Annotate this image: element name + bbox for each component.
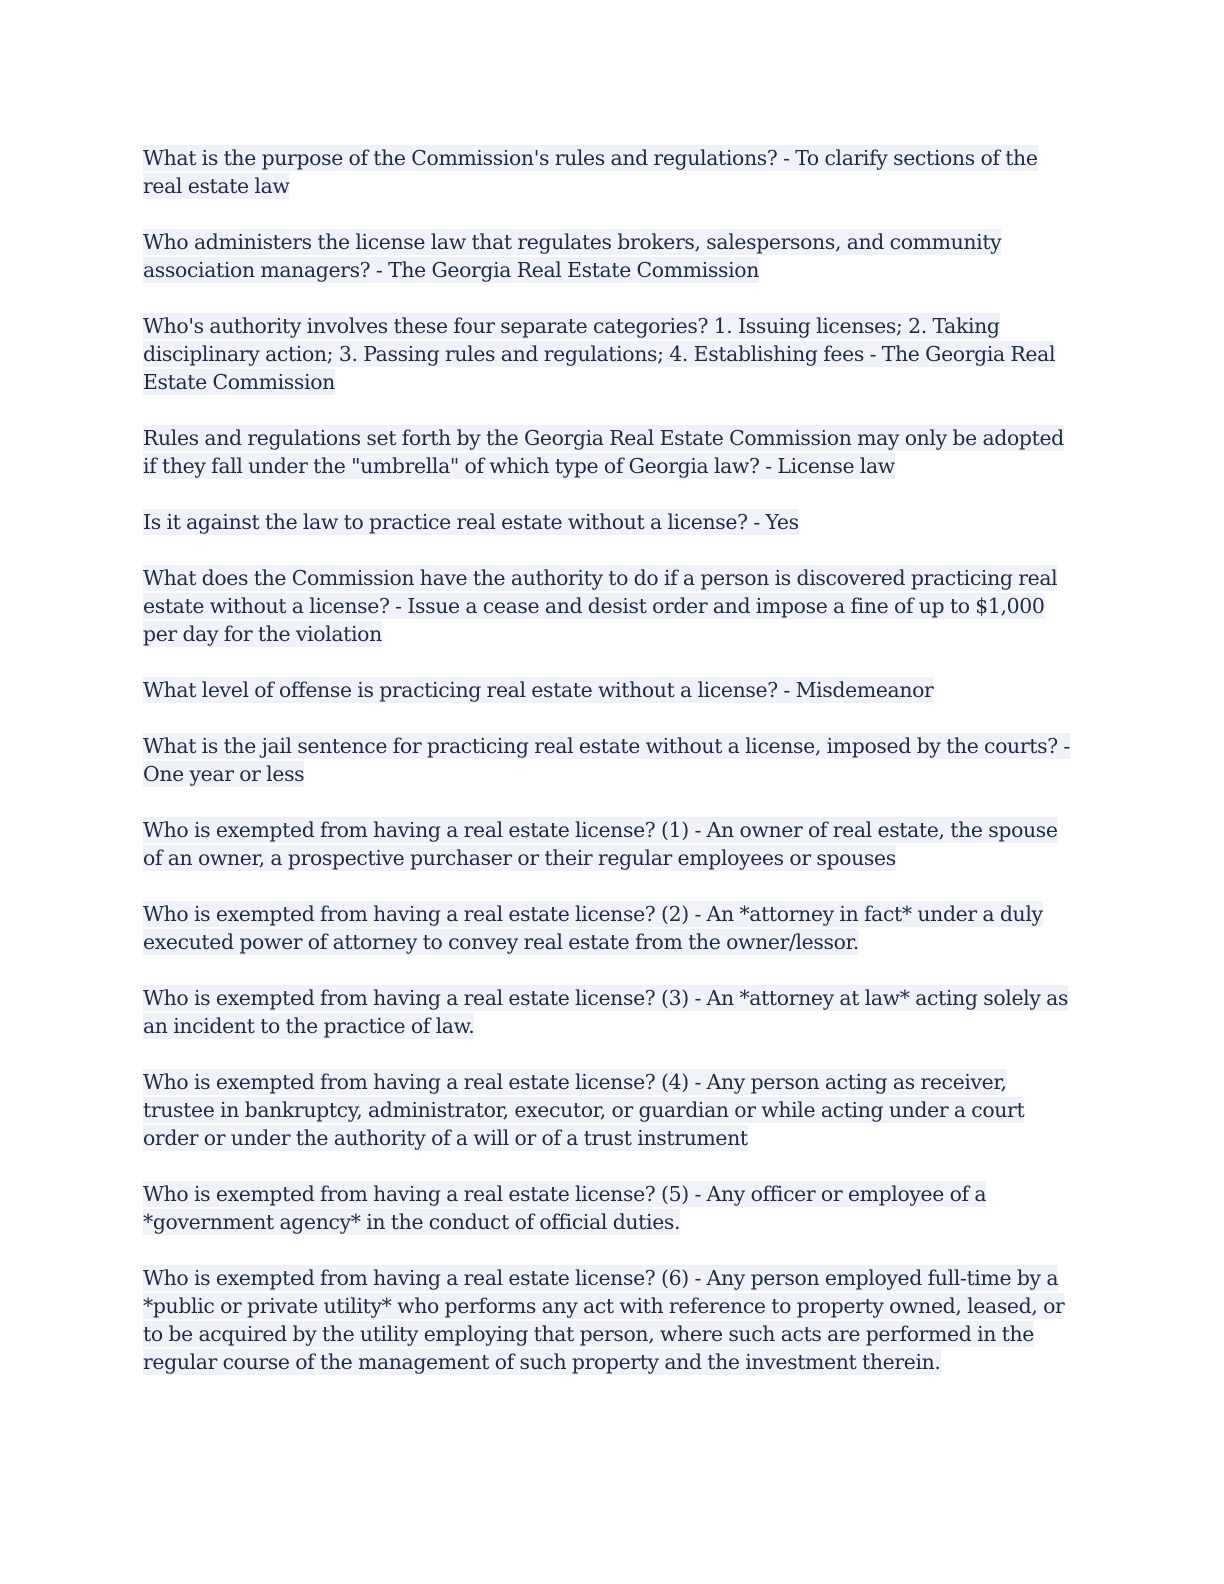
qa-text: Who's authority involves these four separate categories? 1. Issuing licenses; 2. Taking disciplinary action; 3. Passing rules and regulations; 4. Establishing fees - The Georgia Real Estate Commission	[143, 314, 1056, 394]
qa-item	[143, 1264, 1078, 1376]
qa-item	[143, 228, 1078, 284]
qa-text: Who administers the license law that regulates brokers, salespersons, and community association managers? - The Georgia Real Estate Commission	[143, 230, 1002, 282]
qa-item	[143, 732, 1078, 788]
qa-text: Who is exempted from having a real estate license? (4) - Any person acting as receiver, trustee in bankruptcy, administrator, executor, or guardian or while acting under a court order or under the authority of a will or of a trust instrument	[143, 1070, 1025, 1150]
qa-item	[143, 564, 1078, 648]
qa-item	[143, 508, 1078, 536]
qa-item	[143, 816, 1078, 872]
qa-text: What is the purpose of the Commission's rules and regulations? - To clarify sections of the real estate law	[143, 146, 1038, 198]
qa-item	[143, 144, 1078, 200]
flashcard-list	[143, 144, 1078, 1404]
qa-item	[143, 1180, 1078, 1236]
qa-text: What level of offense is practicing real estate without a license? - Misdemeanor	[143, 678, 934, 702]
qa-text: Who is exempted from having a real estate license? (1) - An owner of real estate, the spouse of an owner, a prospective purchaser or their regular employees or spouses	[143, 818, 1058, 870]
qa-text: What is the jail sentence for practicing real estate without a license, imposed by the courts? - One year or less	[143, 734, 1070, 786]
qa-item	[143, 1068, 1078, 1152]
qa-item	[143, 312, 1078, 396]
qa-text: Is it against the law to practice real estate without a license? - Yes	[143, 510, 799, 534]
qa-text: Rules and regulations set forth by the Georgia Real Estate Commission may only be adopted if they fall under the "umbrella" of which type of Georgia law? - License law	[143, 426, 1064, 478]
qa-item	[143, 984, 1078, 1040]
qa-text: What does the Commission have the authority to do if a person is discovered practicing real estate without a license? - Issue a cease and desist order and impose a fine of up to $1,000 per day for the violation	[143, 566, 1058, 646]
qa-item	[143, 900, 1078, 956]
qa-item	[143, 424, 1078, 480]
qa-text: Who is exempted from having a real estate license? (5) - Any officer or employee of a *government agency* in the conduct of official duties.	[143, 1182, 987, 1234]
qa-text: Who is exempted from having a real estate license? (2) - An *attorney in fact* under a duly executed power of attorney to convey real estate from the owner/lessor.	[143, 902, 1043, 954]
qa-text: Who is exempted from having a real estate license? (3) - An *attorney at law* acting solely as an incident to the practice of law.	[143, 986, 1069, 1038]
qa-item	[143, 676, 1078, 704]
qa-text: Who is exempted from having a real estate license? (6) - Any person employed full-time by a *public or private utility* who performs any act with reference to property owned, leased, or to be acquired by the utility employing that person, where such acts are performed in the regular course of the management of such property and the investment therein.	[143, 1266, 1065, 1374]
